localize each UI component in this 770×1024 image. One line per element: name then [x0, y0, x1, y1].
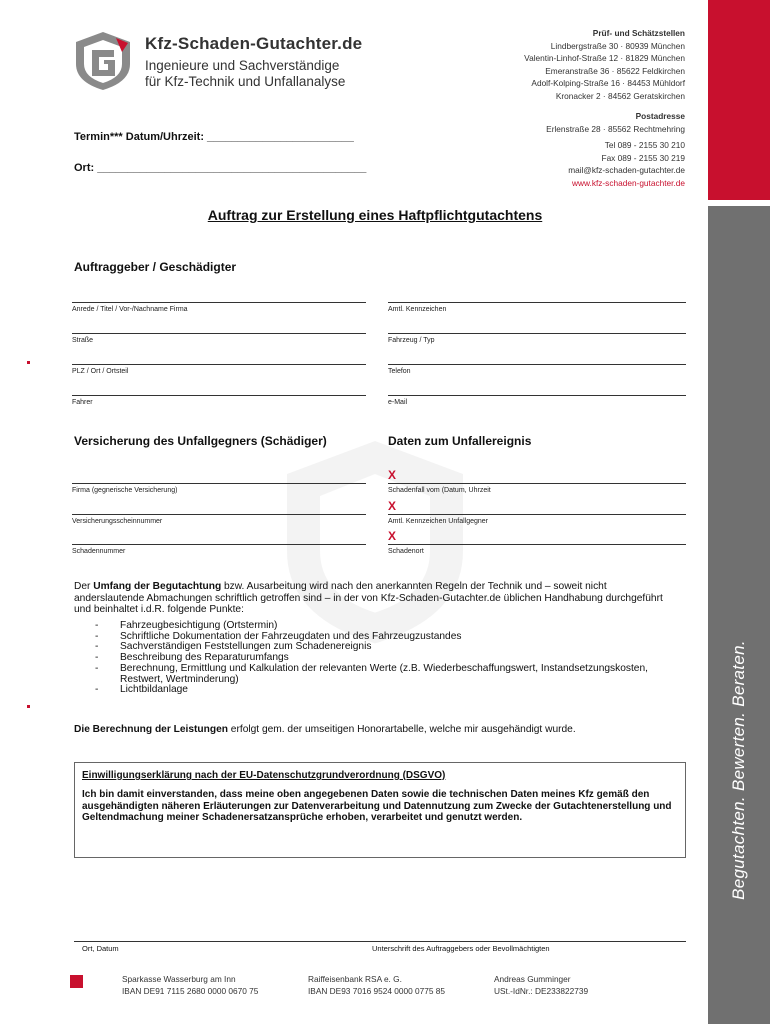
bullet-dash: -	[95, 662, 99, 674]
street-field-line[interactable]	[72, 333, 366, 334]
sidebar-accent-bar	[708, 0, 770, 200]
client-heading: Auftraggeber / Geschädigter	[74, 260, 237, 274]
bank-iban: IBAN DE93 7016 9524 0000 0775 85	[308, 986, 446, 996]
postal-block	[546, 110, 685, 189]
field-label: Fahrer	[72, 399, 93, 406]
bank-iban: IBAN DE91 7115 2680 0000 0670 75	[122, 986, 259, 996]
locations-block	[524, 27, 685, 102]
sidebar-slogan: Begutachten. Bewerten. Beraten.	[729, 640, 748, 900]
scope-intro-pre: Der	[74, 581, 94, 592]
scope-intro-bold: Umfang der Begutachtung	[93, 581, 222, 592]
fold-mark	[27, 361, 30, 364]
locations-heading: Prüf- und Schätzstellen	[592, 28, 685, 38]
location-line: Valentin-Linhof-Straße 12 · 81829 München	[524, 53, 685, 63]
required-mark: X	[388, 468, 397, 482]
list-item	[95, 685, 665, 696]
field-label: PLZ / Ort / Ortsteil	[72, 368, 129, 375]
required-mark: X	[388, 499, 397, 513]
place-date-label: Ort, Datum	[82, 944, 119, 953]
postal-address: Erlenstraße 28 · 85562 Rechtmehring	[546, 123, 685, 134]
owner-block	[494, 973, 588, 997]
website-link[interactable]: www.kfz-schaden-gutachter.de	[572, 177, 685, 188]
email-field-line[interactable]	[388, 395, 686, 396]
consent-text: Ich bin damit einverstanden, dass meine oben angegebenen Daten sowie die technischen Daten meines Kfz gemäß den ausgehändigten näheren Erläuterungen zur Datenverarbeitung und Datennutzung zum Zwecke der Gutachtenerstellung und Geltendmachung meiner Schadenersatzansprüche erhoben, verarbeitet und genutzt werden.	[82, 789, 672, 823]
list-item-text: Lichtbildanlage	[120, 684, 188, 696]
list-item-text: Schriftliche Dokumentation der Fahrzeugdaten und des Fahrzeugzustandes	[120, 630, 462, 642]
postal-heading: Postadresse	[635, 111, 685, 121]
signature-line[interactable]	[74, 941, 686, 942]
policy-number-field-line[interactable]	[72, 514, 366, 515]
appointment-datetime-field[interactable]: Termin*** Datum/Uhrzeit: ________________________	[74, 131, 354, 143]
watermark-logo	[265, 430, 485, 650]
field-label: Versicherungsscheinnummer	[72, 518, 163, 525]
name-field-line[interactable]	[72, 302, 366, 303]
bank-name: Raiffeisenbank RSA e. G.	[308, 974, 402, 984]
fold-mark	[27, 705, 30, 708]
appointment-location-field[interactable]: Ort: ____________________________________________	[74, 162, 367, 174]
fees-bold: Die Berechnung der Leistungen	[74, 724, 228, 735]
brand-name: Kfz-Schaden-Gutachter.de	[145, 34, 363, 53]
list-item-text: Beschreibung des Reparaturumfangs	[120, 652, 289, 664]
brand-subtitle-line: für Kfz-Technik und Unfallanalyse	[145, 74, 346, 89]
field-label: Schadenort	[388, 548, 424, 555]
fees-rest: erfolgt gem. der umseitigen Honorartabelle, welche mir ausgehändigt wurde.	[227, 724, 576, 735]
field-label: Amtl. Kennzeichen	[388, 306, 447, 313]
brand-subtitle	[145, 58, 405, 90]
field-label: Fahrzeug / Typ	[388, 337, 435, 344]
sidebar-gray-bar	[708, 206, 770, 1024]
accident-heading: Daten zum Unfallereignis	[388, 434, 532, 448]
insurance-heading: Versicherung des Unfallgegners (Schädiger)	[74, 434, 327, 448]
brand-subtitle-line: Ingenieure und Sachverständige	[145, 58, 340, 73]
bullet-dash: -	[95, 684, 99, 696]
field-label: Anrede / Titel / Vor-/Nachname Firma	[72, 306, 188, 313]
owner-name: Andreas Gumminger	[494, 974, 571, 984]
phone-field-line[interactable]	[388, 364, 686, 365]
required-mark: X	[388, 529, 397, 543]
field-label: e-Mail	[388, 399, 408, 406]
scope-paragraph	[74, 581, 674, 616]
scope-list	[95, 621, 665, 696]
fax-number: Fax 089 - 2155 30 219	[601, 152, 685, 163]
field-label: Straße	[72, 337, 94, 344]
list-item-text: Fahrzeugbesichtigung (Ortstermin)	[120, 620, 278, 631]
field-label: Schadenfall vom (Datum, Uhrzeit	[388, 487, 491, 494]
company-logo-icon	[72, 30, 134, 92]
location-line: Adolf-Kolping-Straße 16 · 84453 Mühldorf	[531, 78, 685, 88]
field-label: Schadennummer	[72, 548, 126, 555]
zip-city-field-line[interactable]	[72, 364, 366, 365]
bank-name: Sparkasse Wasserburg am Inn	[122, 974, 236, 984]
document-title: Auftrag zur Erstellung eines Haftpflichtgutachtens	[207, 207, 543, 223]
vat-id: USt.-IdNr.: DE233822739	[494, 986, 589, 996]
claim-number-field-line[interactable]	[72, 544, 366, 545]
phone-number: Tel 089 - 2155 30 210	[604, 140, 685, 150]
footer-accent-square	[70, 975, 83, 988]
list-item-text: Berechnung, Ermittlung und Kalkulation der relevanten Werte (z.B. Wiederbeschaffungswert, Instandsetzungskosten, Restwert, Wertminderung)	[120, 662, 648, 685]
consent-title: Einwilligungserklärung nach der EU-Datenschutzgrundverordnung (DSGVO)	[82, 770, 446, 781]
bullet-dash: -	[95, 630, 99, 642]
bullet-dash: -	[95, 641, 99, 653]
list-item-text: Sachverständigen Feststellungen zum Schadenereignis	[120, 641, 372, 653]
vehicle-type-field-line[interactable]	[388, 333, 686, 334]
plate-field-line[interactable]	[388, 302, 686, 303]
field-label: Amtl. Kennzeichen Unfallgegner	[388, 518, 489, 525]
driver-field-line[interactable]	[72, 395, 366, 396]
bullet-dash: -	[95, 620, 99, 631]
bank1-block	[122, 973, 258, 997]
field-label: Firma (gegnerische Versicherung)	[72, 487, 178, 494]
fees-paragraph	[74, 724, 694, 736]
opponent-plate-field-line[interactable]	[388, 514, 686, 515]
location-line: Lindbergstraße 30 · 80939 München	[550, 40, 685, 51]
bullet-dash: -	[95, 652, 99, 664]
accident-date-field-line[interactable]	[388, 483, 686, 484]
field-label: Telefon	[388, 368, 411, 375]
location-line: Kronacker 2 · 84562 Geratskirchen	[555, 90, 685, 101]
signature-label: Unterschrift des Auftraggebers oder Bevollmächtigten	[372, 944, 550, 953]
insurer-field-line[interactable]	[72, 483, 366, 484]
email-link[interactable]: mail@kfz-schaden-gutachter.de	[568, 165, 685, 175]
accident-location-field-line[interactable]	[388, 544, 686, 545]
list-item	[95, 664, 665, 685]
scope-intro-rest: bzw. Ausarbeitung wird nach den anerkannten Regeln der Technik und – soweit nicht anderslautende Abmachungen schriftlich getroffen sind – in der von Kfz-Schaden-Gutachter.de üblichen Handhabung durchgeführt und beinhaltet i.d.R. folgende Punkte:	[74, 581, 663, 615]
location-line: Emeranstraße 36 · 85622 Feldkirchen	[545, 65, 685, 76]
bank2-block	[308, 973, 445, 997]
